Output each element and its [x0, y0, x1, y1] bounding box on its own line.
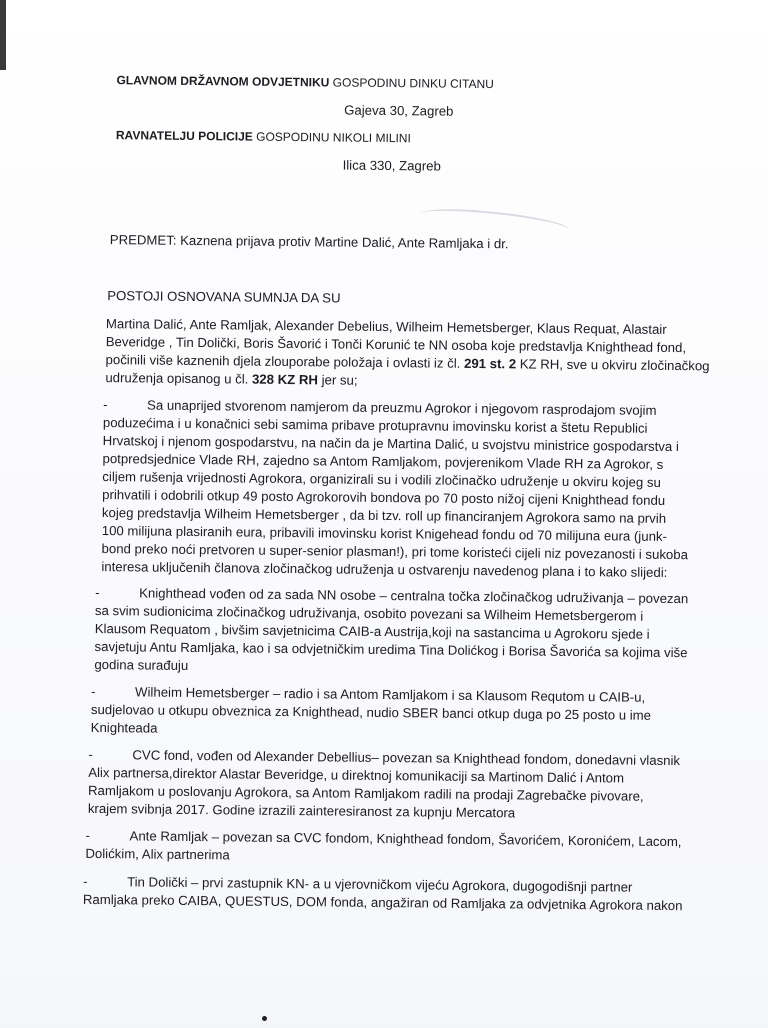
recipient-1-address: Gajeva 30, Zagreb [344, 102, 454, 119]
recipient-1-name [116, 71, 494, 93]
intro-text: udruženja opisanog u čl. [105, 370, 253, 387]
para1-line: poduzećima i u konačnici sebi samima pribave protupravnu imovinsku korist a štetu Republici [102, 415, 648, 436]
subject-line: PREDMET: Kaznena prijava protiv Martine Dalić, Ante Ramljaka i dr. [109, 232, 509, 252]
bullet-dash: - [95, 584, 100, 601]
recipient-2-person: GOSPODINU NIKOLI MILINI [252, 129, 411, 146]
bullet-dash: - [88, 746, 93, 762]
recipient-1-person: GOSPODINU DINKU CITANU [329, 75, 494, 92]
intro-line: Martina Dalić, Ante Ramljak, Alexander Debelius, Wilheim Hemetsberger, Klaus Requat, Alastair [105, 316, 667, 337]
section-title: POSTOJI OSNOVANA SUMNJA DA SU [107, 288, 341, 306]
para5-line: Dolićkim, Alix partnerima [85, 845, 230, 863]
intro-text: počinili više kaznenih djela zlouporabe položaja i ovlasti iz čl. [105, 352, 465, 371]
law-article-ref: 328 KZ RH [251, 371, 319, 388]
paper-speck [262, 1016, 267, 1021]
para1-line: Hrvatskoj i njenom gospodarstvu, na način da je Martina Dalić, u svojstvu ministrice gospodarstva i [102, 433, 679, 455]
recipient-2-title: RAVNATELJU POLICIJE [115, 128, 253, 144]
para2-line: Klausom Requatom , bivšim savjetnicima CAIB-a Austrija,koji na sastancima u Agrokoru sjede i [94, 620, 650, 642]
intro-text: KZ RH, sve u okviru zločinačkog [516, 356, 710, 374]
para3-line: Knighteada [90, 719, 158, 736]
para1-line: potpredsjednice Vlade RH, zajedno sa Antom Ramljakom, povjerenikom Vlade RH za Agrokor, s [102, 451, 664, 472]
para6-line: Tin Dolički – prvi zastupnik KN- a u vjerovničkom vijeću Agrokora, dugogodišnji partner [127, 874, 633, 895]
para1-line: Sa unaprijed stvorenom namjerom da preuzmu Agrokor i njegovom rasprodajom svojim [147, 397, 657, 418]
para5-line: Ante Ramljak – povezan sa CVC fondom, Knighthead fondom, Šavorićem, Koronićem, Lacom, [129, 828, 682, 850]
recipient-1-title: GLAVNOM DRŽAVNOM ODVJETNIKU [116, 73, 330, 90]
bullet-dash: - [85, 827, 91, 843]
recipient-2-address: Ilica 330, Zagreb [342, 157, 441, 174]
bullet-dash: - [103, 397, 108, 413]
intro-text: jer su; [317, 372, 358, 388]
para1-line: kojeg predstavlja Wilheim Hemetsberger , da bi tzv. roll up financiranjem Agrokora samo na prvih [101, 505, 667, 526]
intro-line [105, 369, 357, 390]
para4-line: Alix partnersa,direktor Alastar Beveridge, u direktnoj komunikaciji sa Martinom Dalić i Antom [88, 764, 625, 786]
para1-line: prihvatili i odobrili otkup 49 posto Agrokorovih bondova po 70 posto nižoj cijeni Knighthead fondu [102, 487, 666, 508]
para3-line: sudjelovao u otkupu obveznica za Knighthead, nudio SBER banci otkup duga po 25 posto u ime [90, 701, 652, 723]
para2-line: savjetuju Antu Ramljaka, kao i sa odvjetničkim uredima Tina Dolićkog i Borisa Šavorića sa kojima više [94, 638, 688, 661]
para2-line: godina surađuju [94, 656, 189, 673]
para4-line: CVC fond, vođen od Alexander Debellius– povezan sa Knighthead fondom, donedavni vlasnik [132, 747, 681, 769]
para2-line: sa svim sudionicima zločinačkog udruživanja, osobito povezani sa Wilheim Hemetsbergerom i [94, 602, 644, 624]
intro-line: Beveridge , Tin Dolički, Boris Šavorić i Tonči Korunić te NN osoba koje predstavlja Knighthead fond, [105, 334, 687, 356]
bullet-dash: - [83, 873, 88, 889]
para1-line: bond preko noći pretvoren u super-senior plasman!), pri tome koristeći cijeli niz povezanosti i sukoba [101, 541, 689, 563]
para4-line: krajem svibnja 2017. Godine izrazili zainteresiranost za kupnju Mercatora [87, 800, 516, 821]
para3-line: Wilheim Hemetsberger – radio i sa Antom Ramljakom i sa Klausom Requtom u CAIB-u, [135, 684, 646, 705]
para6-line: Ramljaka preko CAIBA, QUESTUS, DOM fonda, angažiran od Ramljaka za odvjetnika Agrokora nakon [82, 891, 683, 914]
recipient-2-name [116, 126, 411, 147]
para4-line: Ramljakom u poslovanju Agrokora, sa Antom Ramljakom radili na prodaji Zagrebačke pivovare, [87, 782, 644, 804]
law-article-ref: 291 st. 2 [463, 355, 517, 372]
para1-line: interesa uključenih članova zločinačkog udruženja u ostvarenju navedenog plana i to kako slijedi: [101, 559, 668, 580]
para2-line: Knighthead vođen od za sada NN osobe – centralna točka zločinačkog udruživanja – povezan [139, 585, 689, 607]
para1-line: 100 milijuna plasiranih eura, pribavili imovinsku korist Knigehead fondu od 70 milijuna eura (junk- [101, 523, 668, 544]
bullet-dash: - [91, 683, 96, 699]
para1-line: ciljem rušenja vrijednosti Agrokora, organizirali su i vodili zločinačko udruženje u okviru kojeg su [102, 469, 661, 490]
